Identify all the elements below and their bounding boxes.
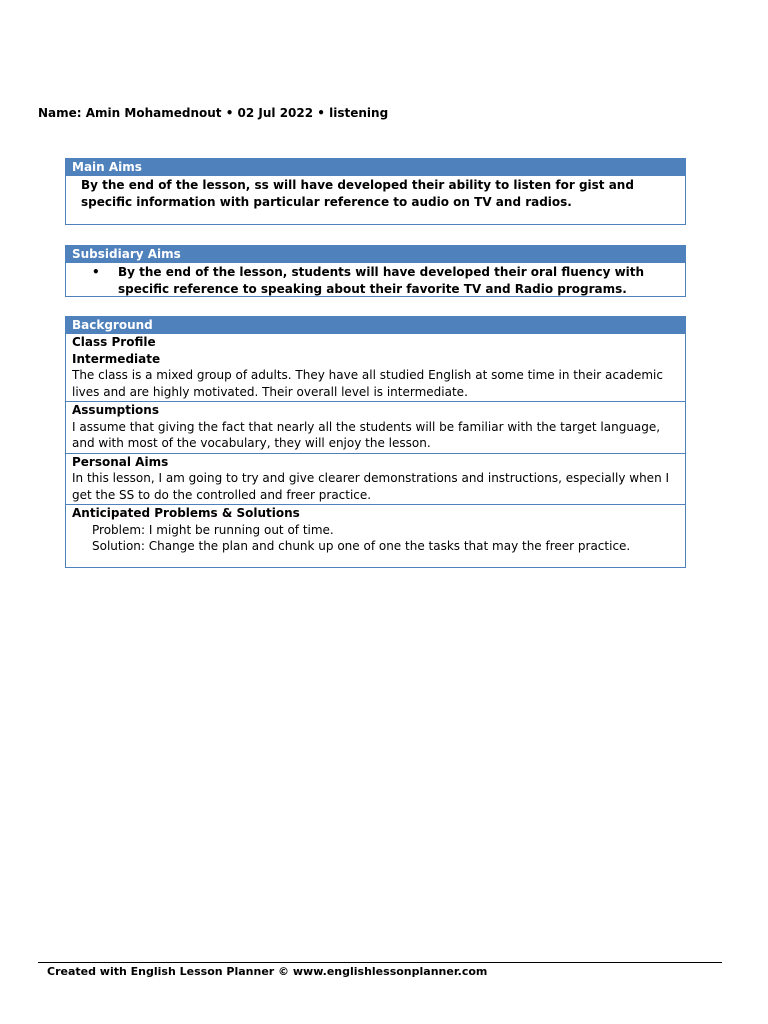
assumptions-label: Assumptions	[72, 403, 159, 417]
anticipated-problems-label: Anticipated Problems & Solutions	[72, 506, 300, 520]
main-aims-section	[65, 158, 686, 225]
assumptions-block	[66, 401, 685, 453]
anticipated-problems-block	[66, 504, 685, 556]
subsidiary-aims-title: Subsidiary Aims	[66, 246, 685, 263]
solution-text: Solution: Change the plan and chunk up one of one the tasks that may the freer practice.	[92, 539, 631, 553]
class-profile-text: The class is a mixed group of adults. They have all studied English at some time in their academic lives and are highly motivated. Their overall level is intermediate.	[72, 368, 663, 399]
personal-aims-block	[66, 453, 685, 505]
subsidiary-aims-section	[65, 245, 686, 297]
footer-credit: Created with English Lesson Planner © www.englishlessonplanner.com	[47, 965, 488, 978]
class-profile-label: Class Profile	[72, 335, 156, 349]
subsidiary-aims-text: By the end of the lesson, students will have developed their oral fluency with specific reference to speaking about their favorite TV and Radio programs.	[118, 265, 645, 296]
assumptions-text: I assume that giving the fact that nearly all the students will be familiar with the target language, and with most of the vocabulary, they will enjoy the lesson.	[72, 419, 661, 450]
personal-aims-text: In this lesson, I am going to try and give clearer demonstrations and instructions, especially when I get the SS to do the controlled and freer practice.	[72, 471, 670, 502]
subsidiary-aims-item	[66, 263, 685, 298]
footer-divider	[38, 962, 722, 963]
class-level: Intermediate	[72, 351, 161, 366]
main-aims-title: Main Aims	[66, 159, 685, 176]
background-section	[65, 316, 686, 568]
lesson-header: Name: Amin Mohamednout • 02 Jul 2022 • listening	[38, 106, 389, 120]
main-aims-text: By the end of the lesson, ss will have developed their ability to listen for gist and specific information with particular reference to audio on TV and radios.	[81, 178, 634, 209]
problem-text: Problem: I might be running out of time.	[92, 522, 334, 537]
bullet-icon: •	[92, 265, 100, 279]
class-profile-block	[66, 334, 685, 401]
personal-aims-label: Personal Aims	[72, 454, 169, 469]
background-title: Background	[66, 317, 685, 334]
